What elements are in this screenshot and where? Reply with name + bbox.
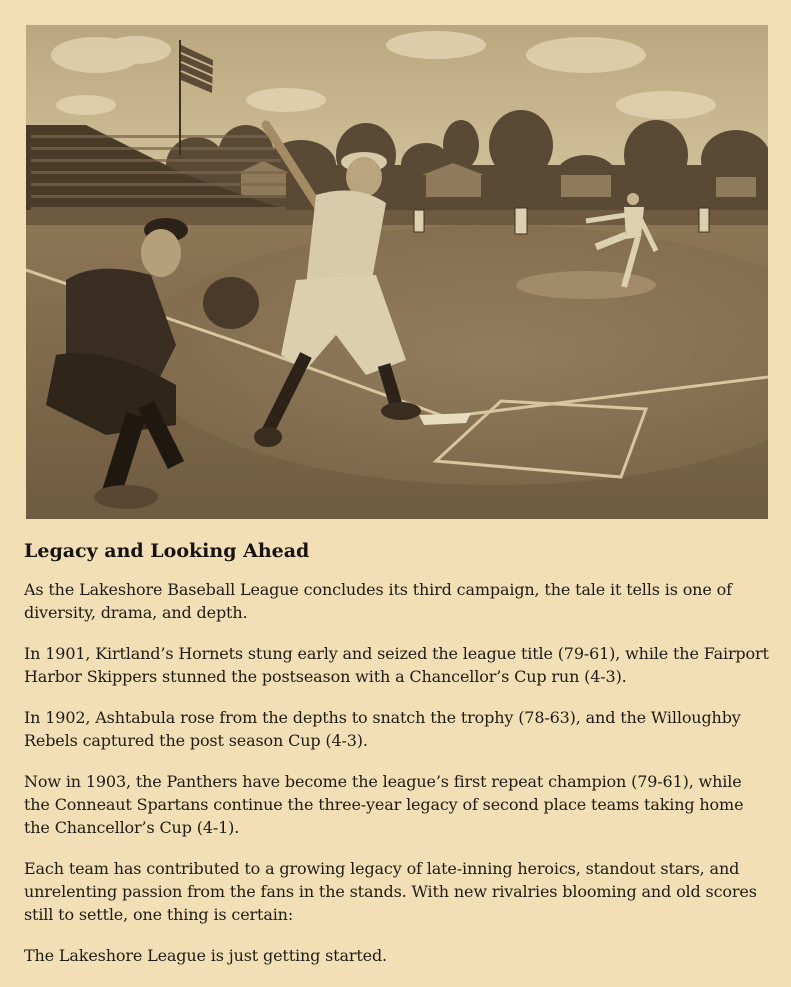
paragraph-legacy: Each team has contributed to a growing legacy of late-inning heroics, standout stars, and unrelenting passion from the fans in the stands. With new rivalries blooming and old scores still to settle, one thing is certain: [24,859,757,924]
paragraph-1901: In 1901, Kirtland’s Hornets stung early and seized the league title (79-61), while the Fairport Harbor Skippers stunned the postseason with a Chancellor’s Cup run (4-3). [24,644,769,686]
article-heading: Legacy and Looking Ahead [24,540,310,562]
baseball-scene-illustration [26,25,768,519]
paragraph-intro: As the Lakeshore Baseball League concludes its third campaign, the tale it tells is one of diversity, drama, and depth. [24,580,732,622]
vintage-baseball-photo [26,25,768,519]
article [24,538,769,985]
pitchers-mound [516,271,656,299]
paragraph-1902: In 1902, Ashtabula rose from the depths to snatch the trophy (78-63), and the Willoughby Rebels captured the post season Cup (4-3). [24,708,741,750]
paragraph-1903: Now in 1903, the Panthers have become the league’s first repeat champion (79-61), while the Conneaut Spartans continue the three-year legacy of second place teams taking home the Chancellor’s Cup (4-1). [24,772,744,837]
paragraph-closing: The Lakeshore League is just getting started. [24,946,387,965]
